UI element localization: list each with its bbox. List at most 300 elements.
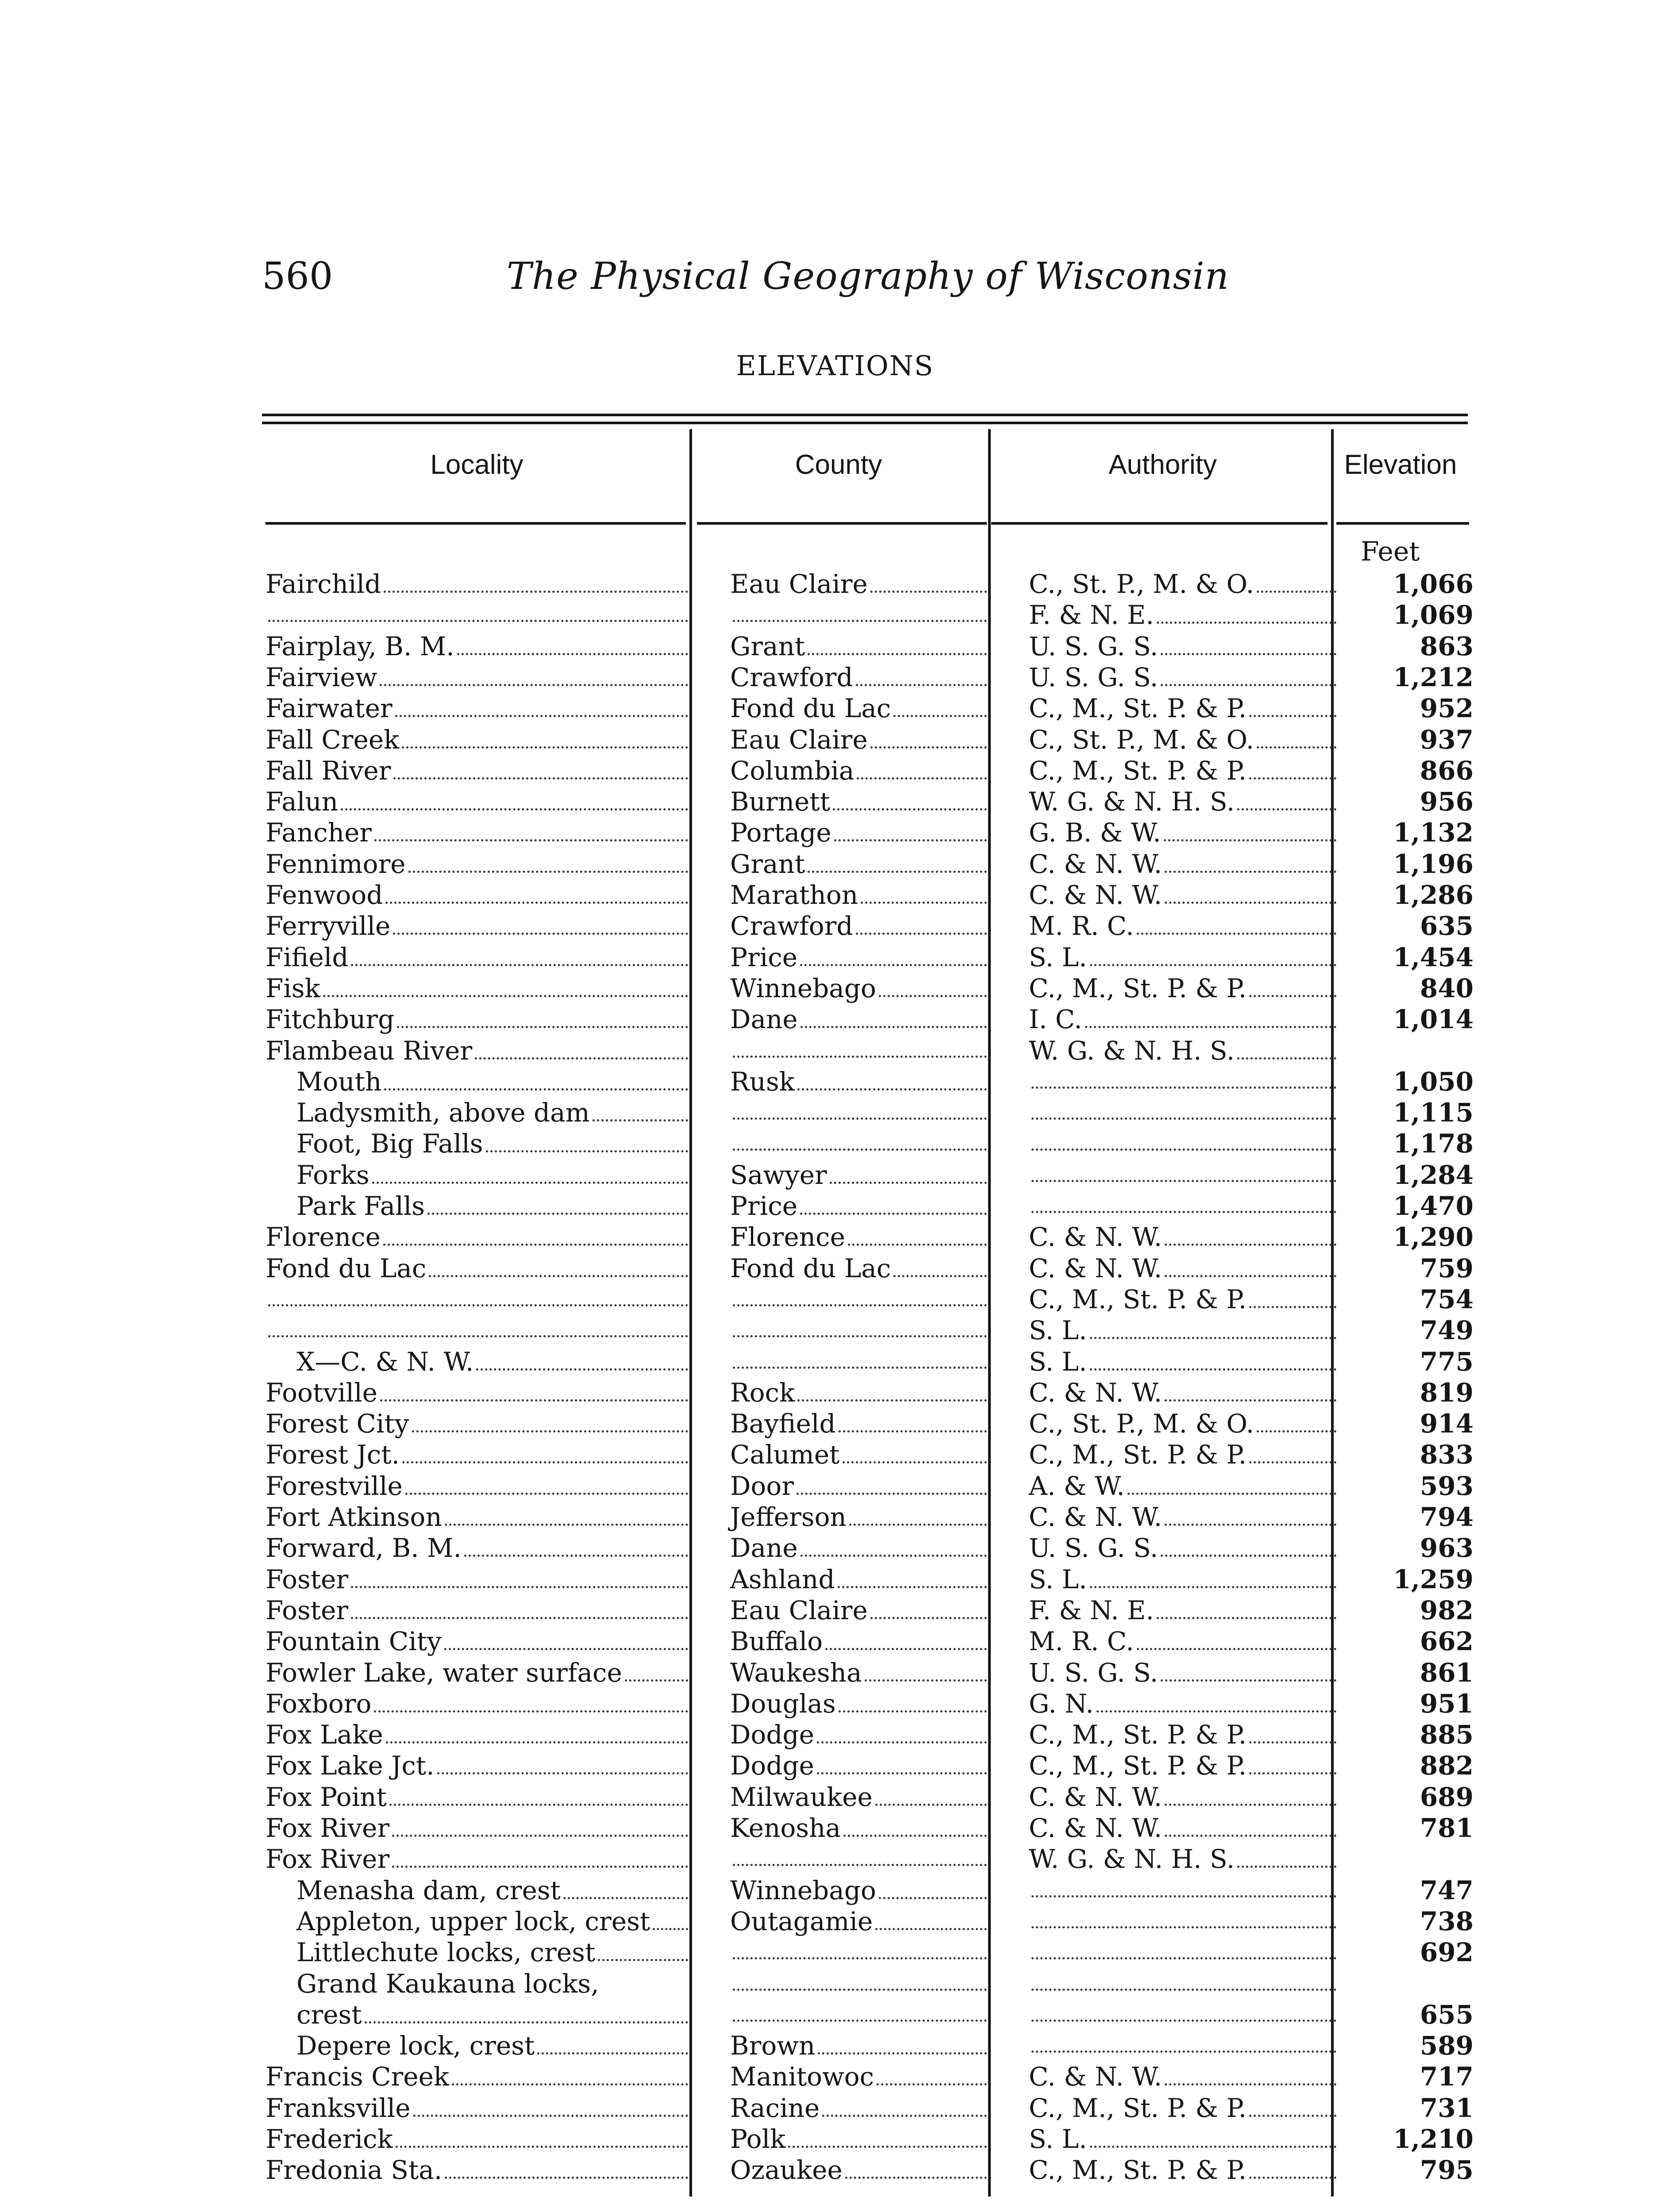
elevation-value: 1,196	[1393, 849, 1474, 879]
authority-cell	[1029, 1813, 1336, 1843]
dot-leader	[1165, 1223, 1336, 1246]
dot-leader	[323, 975, 688, 997]
header-rule-elevation	[1336, 522, 1469, 525]
county-cell	[730, 1377, 987, 1408]
dot-leader	[1031, 1906, 1336, 1928]
locality-cell	[266, 1937, 688, 1968]
elevation-value: 731	[1420, 2093, 1474, 2123]
table-row	[0, 786, 1670, 817]
locality-text: Forest City	[266, 1409, 409, 1439]
authority-cell	[1029, 1719, 1336, 1750]
locality-cell	[266, 1066, 688, 1097]
authority-cell	[1029, 1128, 1336, 1159]
county-cell	[730, 2124, 987, 2154]
county-cell	[730, 1221, 987, 1252]
dot-leader	[351, 1597, 688, 1619]
dot-leader	[875, 1908, 987, 1930]
elevation-cell	[1341, 1657, 1474, 1688]
locality-cell	[266, 662, 688, 693]
locality-cell	[266, 973, 688, 1004]
elevation-cell	[1341, 1968, 1474, 1999]
dot-leader	[843, 1814, 987, 1837]
county-cell	[730, 1532, 987, 1563]
elevation-cell	[1341, 1471, 1474, 1502]
table-row	[0, 1906, 1670, 1937]
county-cell	[730, 1346, 987, 1377]
locality-cell	[266, 1782, 688, 1813]
locality-text: Forest Jct.	[266, 1440, 400, 1470]
table-row	[0, 942, 1670, 973]
dot-leader	[374, 819, 688, 841]
locality-text: Forestville	[266, 1471, 403, 1501]
authority-cell	[1029, 1160, 1336, 1190]
elevation-value: 717	[1420, 2062, 1474, 2092]
dot-leader	[393, 757, 688, 780]
authority-text: S. L.	[1029, 2124, 1087, 2154]
dot-leader	[1249, 1721, 1336, 1743]
table-row	[0, 2030, 1670, 2061]
county-text: Outagamie	[730, 1906, 873, 1936]
authority-text: C., St. P., M. & O.	[1029, 569, 1254, 599]
locality-text: Fox Point	[266, 1782, 387, 1812]
locality-text: Menasha dam, crest	[296, 1875, 561, 1905]
dot-leader	[1161, 664, 1336, 686]
dot-leader	[788, 2125, 987, 2148]
dot-leader	[427, 1192, 688, 1215]
dot-leader	[1257, 1410, 1336, 1432]
locality-text: Flambeau River	[266, 1036, 473, 1066]
county-cell	[730, 1688, 987, 1719]
dot-leader	[1127, 1472, 1336, 1495]
elevation-value: 1,470	[1393, 1191, 1474, 1221]
dot-leader	[268, 1315, 688, 1337]
locality-text: Francis Creek	[266, 2062, 450, 2092]
elevation-value: 1,259	[1393, 1564, 1474, 1594]
county-cell	[730, 1782, 987, 1813]
authority-text: C., M., St. P. & P.	[1029, 693, 1247, 723]
dot-leader	[1237, 788, 1336, 810]
elevation-cell	[1341, 879, 1474, 910]
dot-leader	[537, 2032, 688, 2055]
dot-leader	[1165, 850, 1336, 873]
dot-leader	[408, 850, 688, 873]
elevation-value: 754	[1420, 1284, 1474, 1314]
table-row	[0, 1843, 1670, 1874]
elevation-cell	[1341, 1253, 1474, 1284]
dot-leader	[341, 788, 688, 810]
authority-cell	[1029, 755, 1336, 786]
dot-leader	[1165, 1503, 1336, 1526]
dot-leader	[870, 570, 987, 593]
authority-text: G. N.	[1029, 1689, 1094, 1719]
county-cell	[730, 1843, 987, 1874]
locality-text: Foot, Big Falls	[296, 1129, 483, 1159]
locality-text: Fox River	[266, 1813, 390, 1843]
locality-text: Fisk	[266, 973, 320, 1003]
table-row	[0, 1750, 1670, 1781]
table-row	[0, 1813, 1670, 1843]
authority-cell	[1029, 1408, 1336, 1439]
authority-text: C., M., St. P. & P.	[1029, 2093, 1247, 2123]
locality-text: Ladysmith, above dam	[296, 1098, 590, 1128]
dot-leader	[857, 757, 987, 780]
dot-leader	[870, 726, 987, 749]
elevation-value: 635	[1420, 911, 1474, 941]
dot-leader	[402, 726, 688, 749]
dot-leader	[845, 2156, 987, 2179]
dot-leader	[445, 2156, 688, 2179]
dot-leader	[1031, 1968, 1336, 1991]
locality-text: Franksville	[266, 2093, 411, 2123]
elevation-cell	[1341, 817, 1474, 848]
county-cell	[730, 1471, 987, 1502]
table-title: ELEVATIONS	[736, 349, 934, 382]
dot-leader	[839, 1690, 987, 1713]
dot-leader	[893, 695, 987, 717]
elevation-cell	[1341, 1782, 1474, 1813]
county-cell	[730, 568, 987, 599]
dot-leader	[653, 1908, 688, 1930]
county-cell	[730, 1097, 987, 1128]
elevation-value: 819	[1420, 1378, 1474, 1408]
county-cell	[730, 1315, 987, 1346]
elevation-cell	[1341, 1875, 1474, 1906]
dot-leader	[833, 788, 987, 810]
locality-text: X—C. & N. W.	[296, 1347, 474, 1377]
locality-text: Forward, B. M.	[266, 1533, 462, 1563]
dot-leader	[1157, 1597, 1336, 1619]
locality-text: Fredonia Sta.	[266, 2155, 443, 2185]
county-text: Eau Claire	[730, 1595, 868, 1625]
dot-leader	[879, 1877, 987, 1899]
county-text: Douglas	[730, 1689, 836, 1719]
dot-leader	[733, 599, 987, 622]
county-text: Buffalo	[730, 1626, 823, 1656]
authority-cell	[1029, 1906, 1336, 1937]
county-cell	[730, 1875, 987, 1906]
dot-leader	[563, 1877, 688, 1899]
dot-leader	[1257, 570, 1336, 593]
header-rule-locality	[266, 522, 686, 525]
locality-cell	[266, 1595, 688, 1626]
county-text: Ashland	[730, 1564, 835, 1594]
dot-leader	[733, 1035, 987, 1058]
table-row	[0, 1035, 1670, 1066]
locality-cell	[266, 2124, 688, 2154]
elevation-cell	[1341, 849, 1474, 879]
county-text: Dane	[730, 1004, 798, 1034]
locality-cell	[266, 2093, 688, 2124]
elevation-value: 1,212	[1393, 662, 1474, 692]
elevation-value: 1,066	[1393, 569, 1474, 599]
dot-leader	[839, 1410, 987, 1432]
dot-leader	[818, 2032, 987, 2055]
elevation-cell	[1341, 599, 1474, 630]
county-cell	[730, 786, 987, 817]
elevation-cell	[1341, 631, 1474, 662]
table-row	[0, 1471, 1670, 1502]
dot-leader	[402, 1441, 688, 1463]
authority-text: C. & N. W.	[1029, 1222, 1162, 1252]
dot-leader	[476, 1348, 688, 1371]
locality-cell	[266, 1160, 688, 1190]
county-text: Bayfield	[730, 1409, 836, 1439]
dot-leader	[429, 1255, 688, 1277]
authority-text: S. L.	[1029, 1347, 1087, 1377]
dot-leader	[1165, 1814, 1336, 1837]
dot-leader	[817, 1721, 987, 1743]
dot-leader	[268, 1284, 688, 1306]
dot-leader	[392, 1845, 688, 1868]
authority-cell	[1029, 1284, 1336, 1315]
locality-cell	[266, 1875, 688, 1906]
dot-leader	[733, 1346, 987, 1369]
authority-cell	[1029, 662, 1336, 693]
authority-cell	[1029, 1097, 1336, 1128]
authority-text: C. & N. W.	[1029, 1813, 1162, 1843]
county-text: Dodge	[730, 1751, 815, 1781]
elevation-cell	[1341, 1097, 1474, 1128]
locality-text: Florence	[266, 1222, 381, 1252]
dot-leader	[733, 1968, 987, 1991]
locality-cell	[266, 1128, 688, 1159]
elevation-cell	[1341, 1813, 1474, 1843]
authority-cell	[1029, 973, 1336, 1004]
county-text: Ozaukee	[730, 2155, 843, 2185]
table-row	[0, 1346, 1670, 1377]
locality-cell	[266, 942, 688, 973]
dot-leader	[800, 1534, 987, 1557]
elevation-value: 781	[1420, 1813, 1474, 1843]
authority-text: C., M., St. P. & P.	[1029, 1440, 1247, 1470]
dot-leader	[1090, 1348, 1337, 1371]
authority-cell	[1029, 568, 1336, 599]
dot-leader	[1161, 1534, 1336, 1557]
elevation-value: 863	[1420, 631, 1474, 661]
dot-leader	[830, 1161, 987, 1184]
authority-cell	[1029, 786, 1336, 817]
county-text: Portage	[730, 818, 831, 848]
header-locality: Locality	[430, 449, 523, 480]
dot-leader	[1137, 912, 1336, 935]
locality-text: Fancher	[266, 818, 372, 848]
authority-cell	[1029, 1035, 1336, 1066]
locality-cell	[266, 599, 688, 630]
locality-cell	[266, 631, 688, 662]
elevation-cell	[1341, 1190, 1474, 1221]
authority-text: C., M., St. P. & P.	[1029, 1751, 1247, 1781]
county-cell	[730, 693, 987, 724]
table-row	[0, 1315, 1670, 1346]
locality-text: Forks	[296, 1160, 369, 1190]
county-cell	[730, 973, 987, 1004]
authority-text: F. & N. E.	[1029, 600, 1154, 630]
dot-leader	[1031, 2030, 1336, 2053]
elevation-cell	[1341, 1066, 1474, 1097]
dot-leader	[797, 1379, 987, 1402]
table-row	[0, 631, 1670, 662]
locality-text: Depere lock, crest	[296, 2031, 535, 2061]
elevation-value: 956	[1420, 787, 1474, 817]
elevation-value: 1,290	[1393, 1222, 1474, 1252]
dot-leader	[405, 1472, 688, 1495]
county-cell	[730, 1284, 987, 1315]
locality-cell	[266, 1097, 688, 1128]
locality-cell	[266, 2030, 688, 2061]
elevation-cell	[1341, 1595, 1474, 1626]
dot-leader	[800, 1192, 987, 1215]
authority-cell	[1029, 1875, 1336, 1906]
elevation-value: 866	[1420, 756, 1474, 786]
locality-cell	[266, 1439, 688, 1470]
locality-text: Littlechute locks, crest	[296, 1937, 596, 1967]
elevation-value: 882	[1420, 1751, 1474, 1781]
elevation-value: 655	[1420, 2000, 1474, 2030]
authority-text: C., M., St. P. & P.	[1029, 756, 1247, 786]
dot-leader	[444, 1628, 688, 1650]
authority-text: C. & N. W.	[1029, 880, 1162, 910]
elevation-value: 1,454	[1393, 942, 1474, 972]
dot-leader	[389, 1783, 688, 1806]
dot-leader	[384, 570, 688, 593]
dot-leader	[1237, 1845, 1336, 1868]
county-cell	[730, 942, 987, 973]
dot-leader	[1165, 1255, 1336, 1277]
dot-leader	[475, 1037, 688, 1060]
authority-cell	[1029, 817, 1336, 848]
locality-cell	[266, 1190, 688, 1221]
table-row	[0, 1626, 1670, 1657]
dot-leader	[1137, 1628, 1336, 1650]
county-text: Manitowoc	[730, 2062, 874, 2092]
elevation-value: 1,178	[1393, 1129, 1474, 1159]
authority-cell	[1029, 1471, 1336, 1502]
authority-text: C., M., St. P. & P.	[1029, 973, 1247, 1003]
dot-leader	[825, 1628, 987, 1650]
table-row	[0, 817, 1670, 848]
elevation-cell	[1341, 1160, 1474, 1190]
dot-leader	[1090, 1566, 1337, 1588]
county-text: Winnebago	[730, 1875, 876, 1905]
dot-leader	[383, 1223, 688, 1246]
locality-cell	[266, 1471, 688, 1502]
dot-leader	[464, 1534, 688, 1557]
county-cell	[730, 1813, 987, 1843]
elevation-value: 738	[1420, 1906, 1474, 1936]
dot-leader	[848, 1223, 987, 1246]
locality-text: Foxboro	[266, 1689, 372, 1719]
county-cell	[730, 1937, 987, 1968]
dot-leader	[1165, 2063, 1336, 2085]
dot-leader	[1031, 1937, 1336, 1959]
elevation-cell	[1341, 724, 1474, 755]
authority-text: I. C.	[1029, 1004, 1082, 1034]
locality-text: crest	[296, 2000, 362, 2030]
authority-text: C. & N. W.	[1029, 2062, 1162, 2092]
dot-leader	[1165, 881, 1336, 904]
locality-cell	[266, 1035, 688, 1066]
unit-label: Feet	[1361, 536, 1420, 567]
county-cell	[730, 1190, 987, 1221]
locality-cell	[266, 2061, 688, 2092]
table-row	[0, 1221, 1670, 1252]
locality-cell	[266, 910, 688, 941]
authority-text: C. & N. W.	[1029, 1782, 1162, 1812]
dot-leader	[797, 1068, 987, 1091]
table-row	[0, 1595, 1670, 1626]
locality-text: Fairplay, B. M.	[266, 631, 454, 661]
authority-text: U. S. G. S.	[1029, 1658, 1158, 1688]
locality-text: Fitchburg	[266, 1004, 395, 1034]
elevation-value: 692	[1420, 1937, 1474, 1967]
dot-leader	[1031, 1999, 1336, 2022]
locality-text: Fairview	[266, 662, 377, 692]
dot-leader	[1031, 1190, 1336, 1213]
locality-cell	[266, 1284, 688, 1315]
locality-cell	[266, 1502, 688, 1532]
elevation-value: 937	[1420, 725, 1474, 755]
dot-leader	[1249, 1752, 1336, 1774]
authority-text: C. & N. W.	[1029, 1253, 1162, 1283]
dot-leader	[865, 1659, 987, 1682]
county-text: Calumet	[730, 1440, 840, 1470]
county-text: Fond du Lac	[730, 693, 891, 723]
table-row	[0, 910, 1670, 941]
locality-text: Fond du Lac	[266, 1253, 427, 1283]
dot-leader	[598, 1939, 688, 1961]
county-text: Brown	[730, 2031, 816, 2061]
elevation-cell	[1341, 1999, 1474, 2030]
header-rule-county	[697, 522, 987, 525]
dot-leader	[374, 1690, 688, 1713]
dot-leader	[380, 1379, 688, 1402]
authority-cell	[1029, 2124, 1336, 2154]
locality-cell	[266, 1813, 688, 1843]
dot-leader	[1157, 601, 1336, 624]
table-row	[0, 1066, 1670, 1097]
table-row	[0, 1968, 1670, 1999]
dot-leader	[733, 1843, 987, 1866]
elevation-value: 861	[1420, 1658, 1474, 1688]
county-text: Crawford	[730, 662, 853, 692]
county-cell	[730, 817, 987, 848]
locality-cell	[266, 786, 688, 817]
table-row	[0, 1190, 1670, 1221]
locality-cell	[266, 1906, 688, 1937]
dot-leader	[856, 912, 987, 935]
county-text: Waukesha	[730, 1658, 862, 1688]
elevation-value: 662	[1420, 1626, 1474, 1656]
authority-text: C., M., St. P. & P.	[1029, 1720, 1247, 1750]
elevation-cell	[1341, 910, 1474, 941]
dot-leader	[822, 2094, 987, 2117]
dot-leader	[1165, 1783, 1336, 1806]
authority-text: U. S. G. S.	[1029, 662, 1158, 692]
authority-cell	[1029, 1502, 1336, 1532]
locality-text: Fox Lake Jct.	[266, 1751, 435, 1781]
locality-cell	[266, 724, 688, 755]
dot-leader	[396, 2125, 688, 2148]
table-row	[0, 662, 1670, 693]
dot-leader	[800, 1006, 987, 1028]
dot-leader	[861, 881, 987, 904]
elevation-cell	[1341, 662, 1474, 693]
dot-leader	[797, 1472, 987, 1495]
table-row	[0, 879, 1670, 910]
county-text: Burnett	[730, 787, 830, 817]
table-row	[0, 2061, 1670, 2092]
dot-leader	[1031, 1160, 1336, 1182]
